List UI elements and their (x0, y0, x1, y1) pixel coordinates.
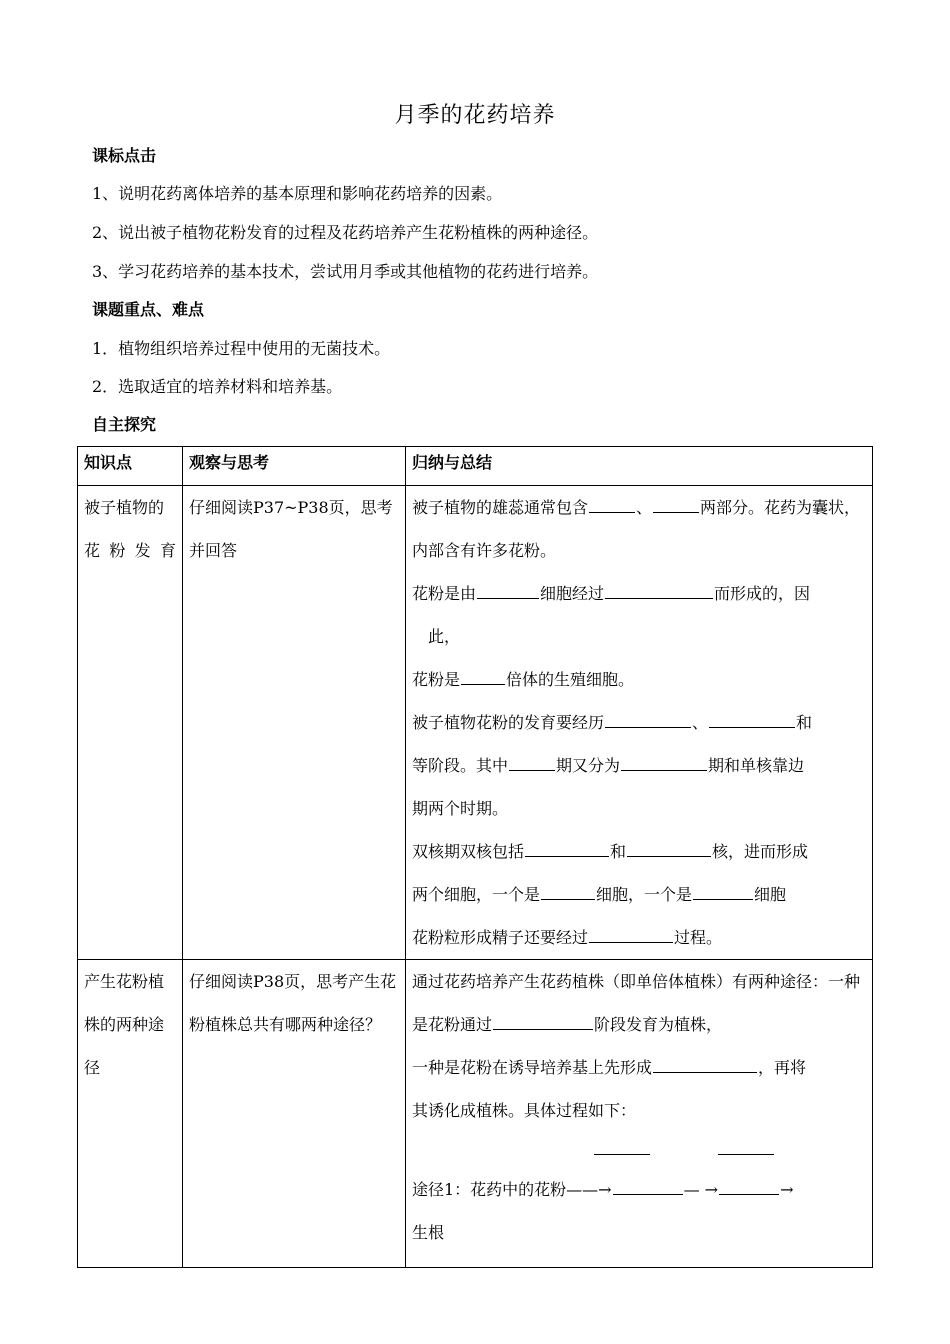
fill-blank[interactable] (693, 883, 753, 900)
summary-line: 等阶段。其中 期又分为 期和单核靠边 (412, 756, 805, 775)
fill-blank[interactable] (605, 582, 713, 599)
fill-blank[interactable] (627, 840, 711, 857)
summary-line: 期两个时期。 (412, 799, 509, 818)
fill-blank[interactable] (594, 1154, 650, 1155)
fill-blank[interactable] (525, 840, 609, 857)
header-observe: 观察与思考 (183, 447, 406, 486)
standard-item-3: 3、学习花药培养的基本技术，尝试用月季或其他植物的花药进行培养。 (92, 262, 599, 281)
fill-blank[interactable] (589, 496, 635, 513)
section-heading-self-study: 自主探究 (92, 415, 157, 434)
fill-blank[interactable] (461, 668, 505, 685)
summary-line: 花粉是由 细胞经过 而形成的，因 (412, 584, 811, 603)
summary-line: 花粉是 倍体的生殖细胞。 (412, 670, 635, 689)
observe-cell: 仔细阅读P37~P38页，思考并回答 (183, 486, 406, 960)
standard-item-1: 1、说明花药离体培养的基本原理和影响花药培养的因素。 (92, 184, 503, 203)
fill-blank[interactable] (709, 711, 795, 728)
summary-line: 其诱化成植株。具体过程如下： (412, 1101, 637, 1120)
pathway-1-end: 生根 (412, 1223, 445, 1242)
summary-cell (406, 960, 873, 1268)
key-point-2: 2．选取适宜的培养材料和培养基。 (92, 377, 343, 396)
fill-blank[interactable] (718, 1154, 774, 1155)
fill-blank[interactable] (621, 754, 707, 771)
summary-line: 两个细胞，一个是 细胞，一个是 细胞 (412, 885, 787, 904)
table-row (78, 486, 873, 960)
fill-blank[interactable] (477, 582, 539, 599)
topic-cell: 被子植物的花粉发育 (78, 486, 183, 960)
summary-cell (406, 486, 873, 960)
fill-blank[interactable] (653, 496, 699, 513)
fill-blank[interactable] (509, 754, 555, 771)
summary-line: 花粉粒形成精子还要经过 过程。 (412, 928, 723, 947)
fill-blank[interactable] (541, 883, 595, 900)
standard-item-2: 2、说出被子植物花粉发育的过程及花药培养产生花粉植株的两种途径。 (92, 223, 599, 242)
fill-blank[interactable] (719, 1178, 779, 1195)
summary-line: 一种是花粉在诱导培养基上先形成 ，再将 (412, 1058, 807, 1077)
page-title: 月季的花药培养 (394, 103, 556, 128)
section-heading-standards: 课标点击 (92, 146, 157, 165)
fill-blank[interactable] (589, 926, 673, 943)
header-topic: 知识点 (78, 447, 183, 486)
fill-blank[interactable] (613, 1178, 683, 1195)
summary-line: 此， (428, 627, 461, 646)
summary-line: 通过花药培养产生花药植株（即单倍体植株）有两种途径：一种是花粉通过 阶段发育为植株， (412, 972, 861, 1034)
study-table (77, 446, 873, 1268)
key-point-1: 1．植物组织培养过程中使用的无菌技术。 (92, 339, 391, 358)
fill-blank[interactable] (493, 1013, 593, 1030)
flow-upper-blanks (412, 1132, 866, 1168)
summary-line: 被子植物的雄蕊通常包含 、 两部分。花药为囊状，内部含有许多花粉。 (412, 498, 861, 560)
header-summary: 归纳与总结 (406, 447, 873, 486)
table-header-row (78, 447, 873, 486)
observe-cell: 仔细阅读P38页，思考产生花粉植株总共有哪两种途径？ (183, 960, 406, 1268)
topic-cell: 产生花粉植株的两种途径 (78, 960, 183, 1268)
summary-line: 被子植物花粉的发育要经历 、 和 (412, 713, 813, 732)
table-row (78, 960, 873, 1268)
fill-blank[interactable] (605, 711, 691, 728)
section-heading-key-points: 课题重点、难点 (92, 300, 205, 319)
summary-line: 双核期双核包括 和 核，进而形成 (412, 842, 809, 861)
fill-blank[interactable] (653, 1056, 757, 1073)
pathway-1: 途径1：花药中的花粉——→ — → → (412, 1180, 794, 1199)
